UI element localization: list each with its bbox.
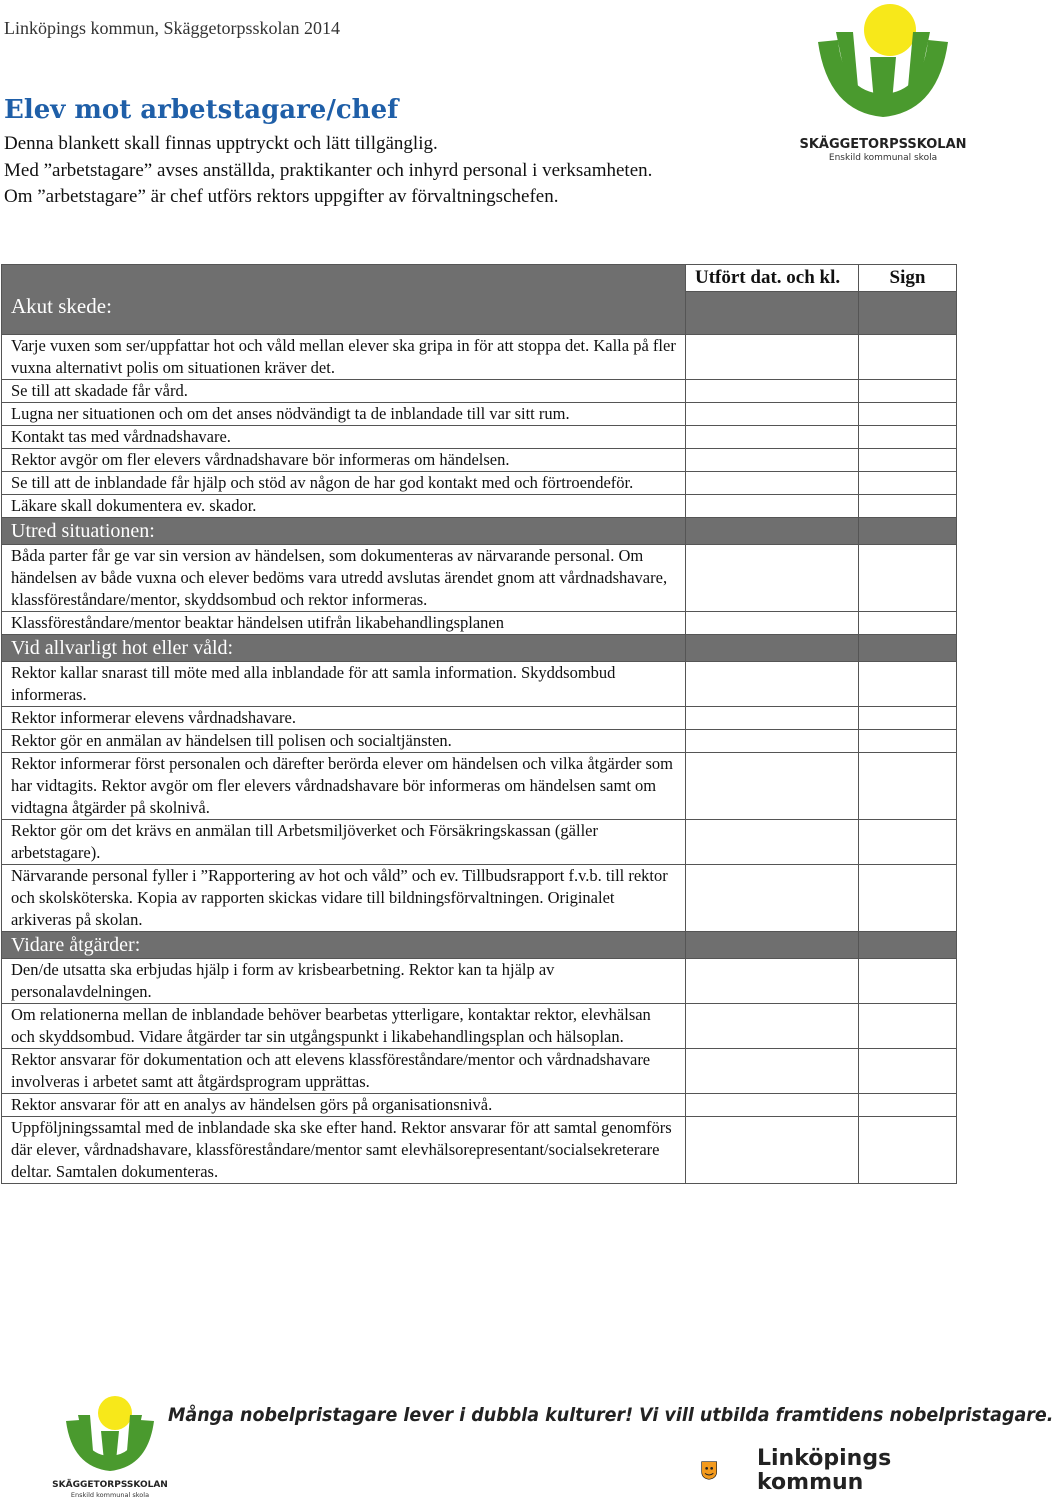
action-text: Närvarande personal fyller i ”Rapportering av hot och våld” och ev. Tillbudsrapport f.v.b. till rektor och skolsköterska. Kopia av rapporten skickas vidare till bildningsförvaltningen. Originalet arkiveras på skolan. <box>2 865 686 932</box>
done-date-cell[interactable] <box>686 472 859 495</box>
sign-cell[interactable] <box>859 730 957 753</box>
municipality-name-line1: Linköpings <box>757 1446 892 1471</box>
table-row <box>2 495 957 518</box>
section-heading: Akut skede: <box>2 265 686 335</box>
done-date-cell[interactable] <box>686 753 859 820</box>
section-heading-row <box>2 265 957 335</box>
action-text: Kontakt tas med vårdnadshavare. <box>2 426 686 449</box>
action-text: Läkare skall dokumentera ev. skador. <box>2 495 686 518</box>
action-text: Rektor avgör om fler elevers vårdnadshavare bör informeras om händelsen. <box>2 449 686 472</box>
sign-cell[interactable] <box>859 335 957 380</box>
action-text: Uppföljningssamtal med de inblandade ska ske efter hand. Rektor ansvarar för att samtal genomförs där elever, vårdnadshavare, klassföreståndare/mentor samt elevhälsorepresentant/socialsekreterare deltar. Samtalen dokumenteras. <box>2 1117 686 1184</box>
done-date-cell[interactable] <box>686 449 859 472</box>
document-header: Linköpings kommun, Skäggetorpsskolan 2014 <box>4 18 340 38</box>
sign-cell[interactable] <box>859 1094 957 1117</box>
column-header-fill <box>859 291 956 334</box>
section-heading: Utred situationen: <box>2 518 686 545</box>
footer-logo-sub: Enskild kommunal skola <box>70 1491 150 1499</box>
table-row <box>2 1049 957 1094</box>
section-heading-row <box>2 635 957 662</box>
action-text: Den/de utsatta ska erbjudas hjälp i form av krisbearbetning. Rektor kan ta hjälp av personalavdelningen. <box>2 959 686 1004</box>
sign-cell[interactable] <box>859 380 957 403</box>
column-header-cell <box>686 265 859 335</box>
municipality-logo-text <box>757 1447 891 1495</box>
sign-cell[interactable] <box>859 612 957 635</box>
section-heading-row <box>2 518 957 545</box>
action-text: Se till att skadade får vård. <box>2 380 686 403</box>
action-text: Rektor gör om det krävs en anmälan till Arbetsmiljöverket och Försäkringskassan (gäller arbetstagare). <box>2 820 686 865</box>
action-text: Klassföreståndare/mentor beaktar händelsen utifrån likabehandlingsplanen <box>2 612 686 635</box>
table-row <box>2 449 957 472</box>
footer-school-logo <box>52 1395 168 1500</box>
done-date-cell[interactable] <box>686 1049 859 1094</box>
municipality-name-line2: kommun <box>757 1470 864 1495</box>
action-text: Lugna ner situationen och om det anses nödvändigt ta de inblandade till var sitt rum. <box>2 403 686 426</box>
action-text: Rektor ansvarar för att en analys av händelsen görs på organisationsnivå. <box>2 1094 686 1117</box>
lion-crest-icon <box>700 1440 760 1500</box>
table-row <box>2 545 957 612</box>
sign-cell[interactable] <box>859 1049 957 1094</box>
sign-cell[interactable] <box>686 635 859 662</box>
action-text: Om relationerna mellan de inblandade behöver bearbetas ytterligare, kontaktar rektor, elevhälsan och skyddsombud. Vidare åtgärder tar sin utgångspunkt i likabehandlingsplan och hälsoplan. <box>2 1004 686 1049</box>
done-date-cell[interactable] <box>686 426 859 449</box>
table-row <box>2 662 957 707</box>
done-date-cell[interactable] <box>686 959 859 1004</box>
done-date-cell[interactable] <box>686 495 859 518</box>
table-row <box>2 612 957 635</box>
sign-cell[interactable] <box>859 707 957 730</box>
action-text: Rektor ansvarar för dokumentation och att elevens klassföreståndare/mentor och vårdnadshavare involveras i arbetet samt att åtgärdsprogram upprättas. <box>2 1049 686 1094</box>
action-text: Rektor informerar elevens vårdnadshavare. <box>2 707 686 730</box>
sign-cell[interactable] <box>686 932 859 959</box>
sign-cell[interactable] <box>859 959 957 1004</box>
action-text: Rektor gör en anmälan av händelsen till polisen och socialtjänsten. <box>2 730 686 753</box>
intro-line: Denna blankett skall finnas upptryckt och lätt tillgänglig. <box>4 133 438 154</box>
sign-cell[interactable] <box>859 753 957 820</box>
sign-cell[interactable] <box>859 865 957 932</box>
done-date-cell[interactable] <box>686 662 859 707</box>
done-date-cell[interactable] <box>686 1117 859 1184</box>
done-date-cell[interactable] <box>686 335 859 380</box>
section-heading: Vid allvarligt hot eller våld: <box>2 635 686 662</box>
table-row <box>2 820 957 865</box>
sign-cell[interactable] <box>859 1117 957 1184</box>
table-row <box>2 403 957 426</box>
table-row <box>2 959 957 1004</box>
section-heading: Vidare åtgärder: <box>2 932 686 959</box>
sign-cell[interactable] <box>859 635 957 662</box>
table-row <box>2 707 957 730</box>
action-text: Båda parter får ge var sin version av händelsen, som dokumenteras av närvarande personal. Om händelsen av både vuxna och elever bedöms vara utredd avslutas ärendet gnom att vårdnadshavare, klassföreståndare/mentor, skyddsombud och rektor informeras. <box>2 545 686 612</box>
footer-logo-name: SKÄGGETORPSSKOLAN <box>52 1480 168 1490</box>
table-row <box>2 426 957 449</box>
checklist-table <box>1 264 957 1184</box>
table-row <box>2 1004 957 1049</box>
sign-cell[interactable] <box>859 518 957 545</box>
done-date-cell[interactable] <box>686 865 859 932</box>
table-row <box>2 1094 957 1117</box>
done-date-cell[interactable] <box>686 403 859 426</box>
action-text: Rektor kallar snarast till möte med alla inblandade för att samla information. Skyddsombud informeras. <box>2 662 686 707</box>
section-heading-row <box>2 932 957 959</box>
action-text: Varje vuxen som ser/uppfattar hot och våld mellan elever ska gripa in för att stoppa det. Kalla på fler vuxna alternativt polis om situationen kräver det. <box>2 335 686 380</box>
sign-cell[interactable] <box>859 403 957 426</box>
sign-cell[interactable] <box>859 820 957 865</box>
school-logo-name: SKÄGGETORPSSKOLAN <box>799 137 967 152</box>
sign-cell[interactable] <box>859 426 957 449</box>
table-row <box>2 753 957 820</box>
action-text: Rektor informerar först personalen och därefter berörda elever om händelsen och vilka åtgärder som har vidtagits. Rektor avgör om fler elevers vårdnadshavare bör informeras om händelsen samt om vidtagna åtgärder på skolnivå. <box>2 753 686 820</box>
footer-slogan: Många nobelpristagare lever i dubbla kulturer! Vi vill utbilda framtidens nobelpristagare. <box>168 1404 1053 1426</box>
column-header-sign: Sign <box>859 265 956 291</box>
page-title: Elev mot arbetstagare/chef <box>4 95 399 125</box>
table-row <box>2 1117 957 1184</box>
column-header-cell <box>859 265 957 335</box>
done-date-cell[interactable] <box>686 380 859 403</box>
table-row <box>2 335 957 380</box>
school-logo <box>799 2 967 163</box>
done-date-cell[interactable] <box>686 545 859 612</box>
school-logo-sub: Enskild kommunal skola <box>828 153 938 163</box>
done-date-cell[interactable] <box>686 707 859 730</box>
table-row <box>2 730 957 753</box>
done-date-cell[interactable] <box>686 820 859 865</box>
intro-line: Med ”arbetstagare” avses anställda, praktikanter och inhyrd personal i verksamheten. <box>4 160 653 181</box>
table-row <box>2 380 957 403</box>
sign-cell[interactable] <box>859 545 957 612</box>
done-date-cell[interactable] <box>686 612 859 635</box>
sign-cell[interactable] <box>859 932 957 959</box>
sign-cell[interactable] <box>859 662 957 707</box>
intro-line: Om ”arbetstagare” är chef utförs rektors uppgifter av förvaltningschefen. <box>4 186 559 207</box>
sign-cell[interactable] <box>859 1004 957 1049</box>
sign-cell[interactable] <box>859 495 957 518</box>
sign-cell[interactable] <box>859 472 957 495</box>
action-text: Se till att de inblandade får hjälp och stöd av någon de har god kontakt med och förtroendeför. <box>2 472 686 495</box>
done-date-cell[interactable] <box>686 730 859 753</box>
table-row <box>2 472 957 495</box>
column-header-fill <box>686 291 858 334</box>
done-date-cell[interactable] <box>686 1094 859 1117</box>
done-date-cell[interactable] <box>686 1004 859 1049</box>
column-header-done: Utfört dat. och kl. <box>686 265 858 291</box>
table-row <box>2 865 957 932</box>
sign-cell[interactable] <box>859 449 957 472</box>
sign-cell[interactable] <box>686 518 859 545</box>
